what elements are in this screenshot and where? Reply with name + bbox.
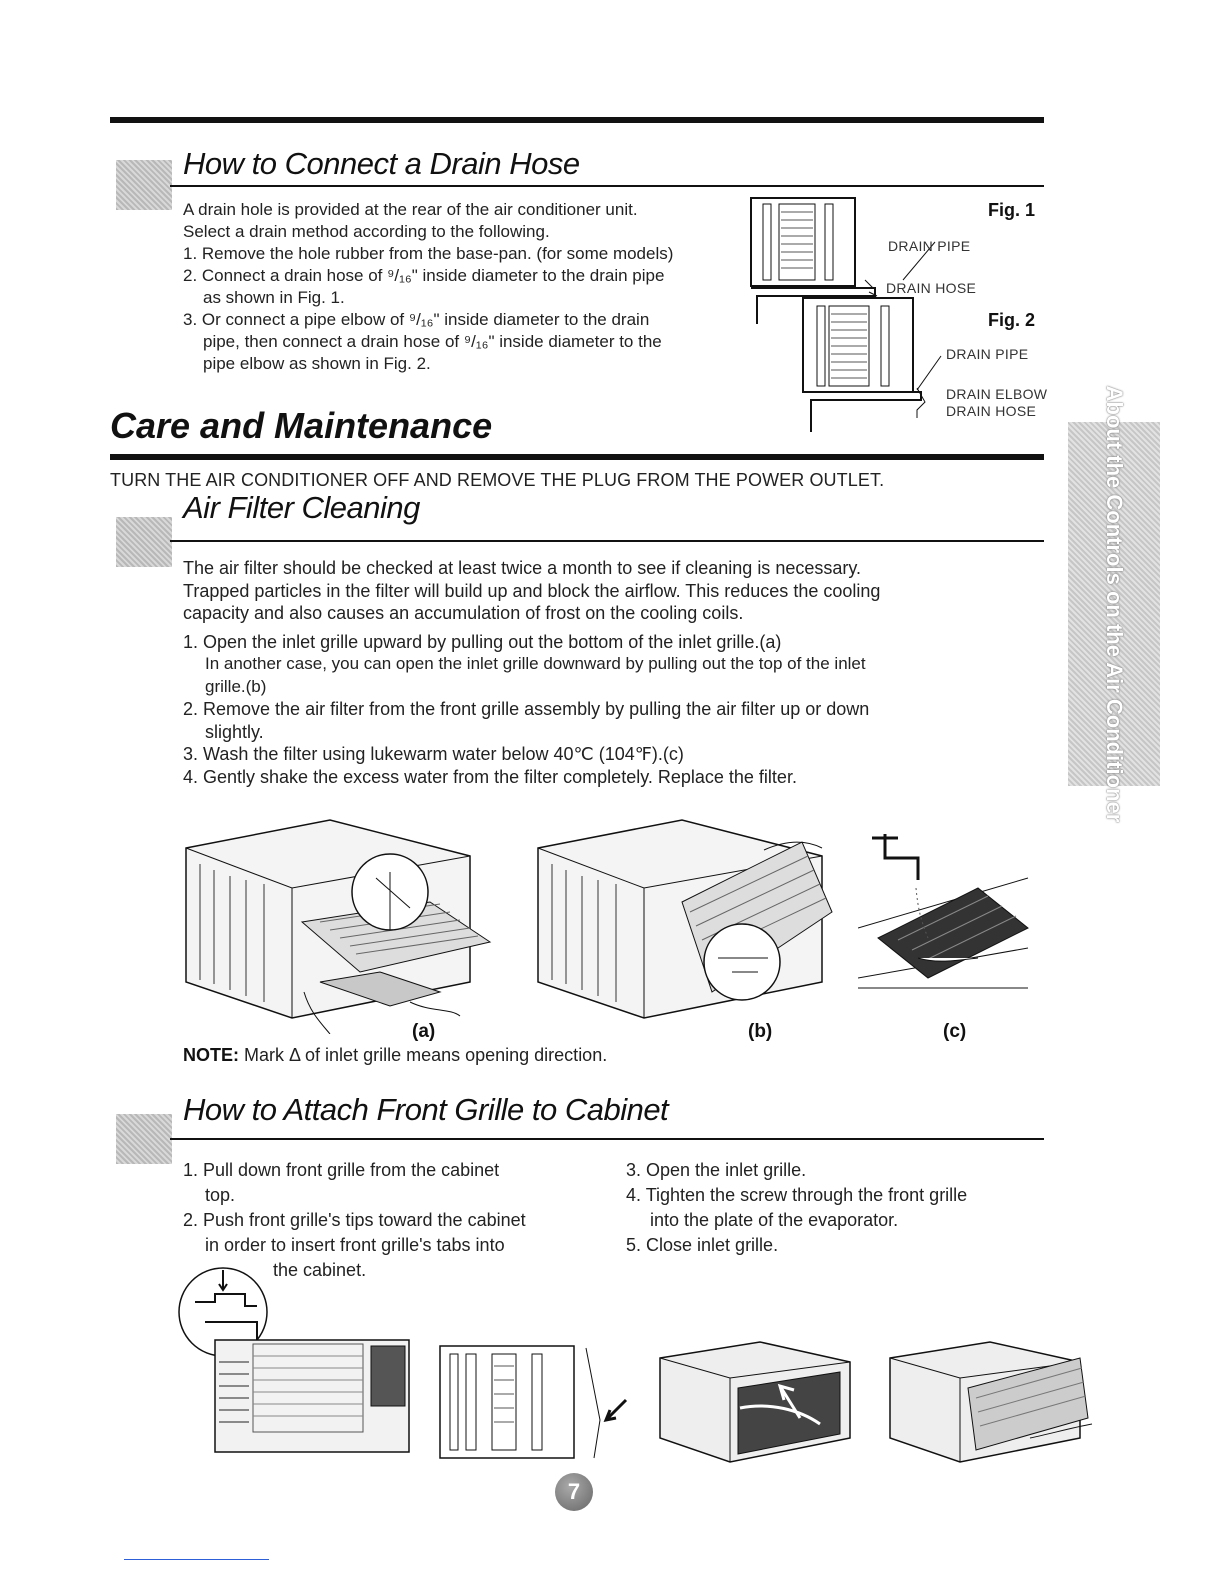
note-label: NOTE: bbox=[183, 1045, 239, 1065]
filter-illustration-b bbox=[532, 812, 852, 1034]
grille-step-4: 4. Tighten the screw through the front grille bbox=[626, 1185, 968, 1205]
side-chapter-tab-label: About the Controls on the Air Conditioner bbox=[1102, 385, 1127, 823]
section-marker bbox=[116, 160, 172, 210]
caption-a: (a) bbox=[412, 1021, 436, 1042]
filter-note bbox=[183, 1045, 607, 1066]
page-number: 7 bbox=[567, 1479, 581, 1504]
drain-step-3-cont-2: pipe elbow as shown in Fig. 2. bbox=[203, 354, 431, 373]
grille-step-4-cont: into the plate of the evaporator. bbox=[650, 1210, 899, 1230]
filter-section-title: Air Filter Cleaning bbox=[183, 490, 420, 525]
filter-para-2: Trapped particles in the filter will build up and block the airflow. This reduces the cooling bbox=[183, 580, 881, 601]
grille-step-2: 2. Push front grille's tips toward the cabinet bbox=[183, 1210, 526, 1230]
drain-step-2-cont: as shown in Fig. 1. bbox=[203, 288, 345, 307]
care-title: Care and Maintenance bbox=[110, 405, 493, 446]
filter-step-2: 2. Remove the air filter from the front grille assembly by pulling the air filter up or down bbox=[183, 699, 870, 719]
filter-step-1: 1. Open the inlet grille upward by pulling out the bottom of the inlet grille.(a) bbox=[183, 631, 782, 652]
drain-step-3: 3. Or connect a pipe elbow of ⁹/₁₆" inside diameter to the drain bbox=[183, 310, 650, 329]
grille-step-1: 1. Pull down front grille from the cabinet bbox=[183, 1160, 500, 1180]
filter-para-1: The air filter should be checked at least twice a month to see if cleaning is necessary. bbox=[183, 558, 862, 578]
fig-2-drain-elbow-label: DRAIN ELBOW bbox=[946, 386, 1048, 402]
grille-step-2-cont-2: the cabinet. bbox=[273, 1260, 367, 1280]
fig-2-drain-hose-label: DRAIN HOSE bbox=[946, 403, 1037, 419]
filter-para-3: capacity and also causes an accumulation of frost on the cooling coils. bbox=[183, 603, 744, 623]
filter-step-2-cont: slightly. bbox=[205, 721, 264, 742]
drain-instructions bbox=[183, 199, 753, 375]
caption-c: (c) bbox=[943, 1021, 967, 1042]
drain-section-title: How to Connect a Drain Hose bbox=[183, 146, 580, 181]
fig-2-label: Fig. 2 bbox=[988, 310, 1036, 330]
filter-instructions bbox=[183, 557, 1043, 788]
caption-b: (b) bbox=[748, 1021, 773, 1042]
grille-section-title: How to Attach Front Grille to Cabinet bbox=[183, 1092, 669, 1127]
note-text: Mark Δ of inlet grille means opening direction. bbox=[239, 1045, 608, 1065]
page-number-badge bbox=[555, 1473, 593, 1511]
grille-step-5: 5. Close inlet grille. bbox=[626, 1235, 779, 1255]
drain-step-1: 1. Remove the hole rubber from the base-pan. (for some models) bbox=[183, 244, 674, 263]
filter-step-1-cont: In another case, you can open the inlet grille downward by pulling out the top of the inlet bbox=[205, 654, 866, 673]
filter-step-4: 4. Gently shake the excess water from the filter completely. Replace the filter. bbox=[183, 766, 797, 787]
side-chapter-tab bbox=[1068, 385, 1160, 823]
drain-step-3-cont: pipe, then connect a drain hose of ⁹/₁₆" inside diameter to the bbox=[203, 332, 662, 351]
drain-intro-1: A drain hole is provided at the rear of the air conditioner unit. bbox=[183, 200, 638, 219]
fig-1-drain-hose-label: DRAIN HOSE bbox=[886, 280, 977, 296]
grille-step-1-cont: top. bbox=[205, 1185, 236, 1205]
grille-illustration-3 bbox=[650, 1338, 870, 1468]
section-rule bbox=[170, 185, 1044, 187]
drain-intro-2: Select a drain method according to the following. bbox=[183, 222, 550, 241]
grille-illustration-4 bbox=[880, 1338, 1096, 1468]
filter-step-3: 3. Wash the filter using lukewarm water below 40℃ (104℉).(c) bbox=[183, 744, 684, 764]
top-rule bbox=[110, 117, 1044, 123]
grille-section-rule bbox=[170, 1138, 1044, 1140]
fig-1-label: Fig. 1 bbox=[988, 200, 1036, 220]
filter-illustration-a bbox=[180, 812, 510, 1034]
filter-step-1-cont-2: grille.(b) bbox=[205, 676, 267, 696]
grille-section-marker bbox=[116, 1114, 172, 1164]
power-warning: TURN THE AIR CONDITIONER OFF AND REMOVE THE PLUG FROM THE POWER OUTLET. bbox=[110, 470, 885, 490]
grille-step-3: 3. Open the inlet grille. bbox=[626, 1160, 807, 1180]
filter-illustration-c bbox=[858, 828, 1038, 1018]
filter-section-marker bbox=[116, 517, 172, 567]
drain-step-2: 2. Connect a drain hose of ⁹/₁₆" inside diameter to the drain pipe bbox=[183, 266, 665, 285]
grille-illustration-1 bbox=[175, 1262, 415, 1462]
grille-illustration-2 bbox=[436, 1340, 636, 1462]
grille-steps-right bbox=[626, 1158, 967, 1258]
care-rule bbox=[110, 454, 1044, 460]
fig-1-drain-pipe-label: DRAIN PIPE bbox=[888, 238, 971, 254]
fig-2-drain-pipe-label: DRAIN PIPE bbox=[946, 346, 1029, 362]
grille-step-2-cont: in order to insert front grille's tabs into bbox=[205, 1235, 505, 1255]
filter-section-rule bbox=[170, 540, 1044, 542]
bottom-link-line bbox=[124, 1559, 269, 1560]
